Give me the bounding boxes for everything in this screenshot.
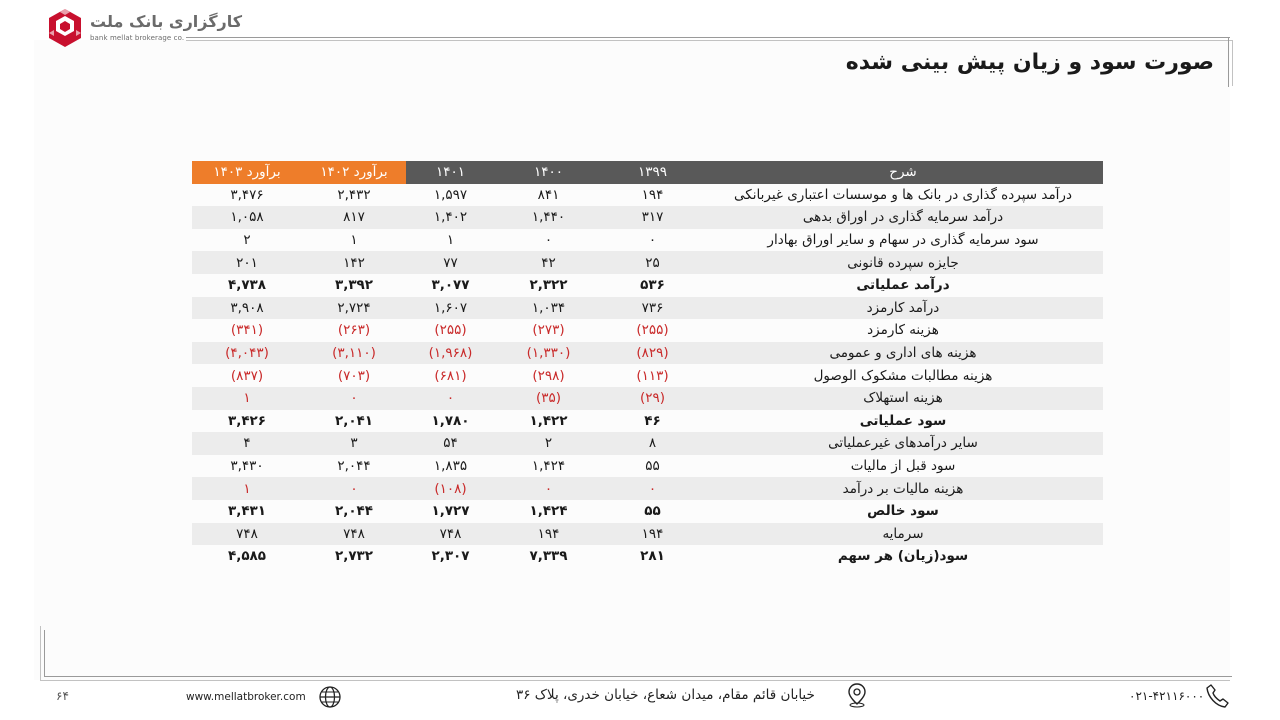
row-value: ۱ [350,232,358,249]
table-row [192,206,1103,229]
table-body [192,184,1103,568]
table-row [192,319,1103,342]
row-label: درآمد عملیاتی [856,277,950,294]
row-label: سود خالص [867,503,939,520]
row-value: ۰ [648,232,657,249]
row-label: سود قبل از مالیات [850,458,956,475]
row-value: ۱,۴۲۲ [529,412,568,429]
header-rule-secondary [186,40,1232,41]
row-value: ۵۳۶ [640,277,665,294]
footer-rule-vertical [44,630,45,677]
row-value: ۷۷ [406,251,495,274]
table-row [192,229,1103,252]
mellat-logo-icon [46,8,84,48]
row-value: (۱,۹۶۸) [406,342,495,365]
row-value: (۴,۰۴۳) [192,342,302,365]
table-row [192,523,1103,546]
row-value: ۵۵ [645,458,660,475]
row-value: ۲,۳۰۷ [431,548,470,565]
row-value: ۳ [302,432,406,455]
header-year-1400: ۱۴۰۰ [495,161,602,184]
table-row [192,500,1103,523]
row-value: ۰ [495,477,602,500]
row-value: ۴۶ [644,412,661,429]
row-value: (۲۹) [602,387,703,410]
row-label: هزینه استهلاک [703,387,1103,410]
row-value: (۸۳۷) [230,367,264,384]
brand-name-fa: کارگزاری بانک ملت [90,12,243,31]
row-value: ۱,۴۴۰ [495,206,602,229]
row-value: ۱ [446,232,455,249]
header-estimate-1402: برآورد ۱۴۰۲ [302,161,406,184]
table-row [192,410,1103,433]
row-value: ۴۲ [495,251,602,274]
row-value: ۳,۴۷۶ [230,186,264,203]
header-rule-vertical [1228,37,1229,87]
row-value: ۲ [495,432,602,455]
row-value: (۶۸۱) [434,367,467,384]
row-label: سود سرمایه گذاری در سهام و سایر اوراق بهادار [767,232,1039,249]
row-value: (۲۶۳) [337,322,371,339]
row-value: ۱ [192,387,302,410]
row-value: ۲,۳۲۲ [529,277,568,294]
row-value: ۲۵ [602,251,703,274]
row-value: ۴,۵۸۵ [227,548,267,565]
address-text: خیابان قائم مقام، میدان شعاع، خیابان خدری، پلاک ۳۶ [516,687,815,703]
table-row [192,184,1103,207]
row-value: ۱,۵۹۷ [433,186,468,203]
row-value: ۱۹۴ [602,523,703,546]
row-value: ۲,۰۴۴ [334,503,374,520]
row-value: ۲,۰۴۴ [337,458,371,475]
row-value: ۲ [243,232,251,249]
row-value: ۸ [602,432,703,455]
header-description: شرح [703,161,1103,184]
row-value: ۱,۰۳۴ [495,297,602,320]
footer-rule [44,676,1232,677]
row-value: (۲۷۳) [532,322,565,339]
row-value: (۳۴۱) [230,322,264,339]
table-row [192,297,1103,320]
row-value: ۳,۴۳۱ [227,503,267,520]
row-value: (۱,۳۳۰) [495,342,602,365]
row-value: ۲۸۱ [640,548,665,565]
row-value: ۳,۰۷۷ [431,277,470,294]
row-value: ۴ [192,432,302,455]
globe-icon[interactable] [318,685,342,709]
row-label: درآمد کارمزد [703,297,1103,320]
row-value: ۷۳۶ [602,297,703,320]
location-pin-icon [846,682,868,708]
row-value: ۱۴۲ [302,251,406,274]
row-value: ۱۹۴ [641,186,664,203]
table-header-row [192,161,1103,184]
row-value: ۱,۴۲۴ [531,458,566,475]
table-row [192,274,1103,297]
row-value: ۱,۴۲۴ [529,503,568,520]
row-value: ۱,۰۵۸ [192,206,302,229]
row-value: ۲,۷۲۴ [302,297,406,320]
row-value: ۳,۳۹۲ [334,277,374,294]
row-value: (۳۵) [495,387,602,410]
row-value: ۱,۷۲۷ [431,503,470,520]
table-row [192,455,1103,478]
row-label: سود عملیاتی [859,412,947,429]
row-value: ۷۴۸ [406,523,495,546]
header-year-1401: ۱۴۰۱ [406,161,495,184]
footer-rule-vertical-secondary [40,626,41,680]
row-value: (۸۲۹) [602,342,703,365]
row-value: ۳۱۷ [602,206,703,229]
table-row [192,342,1103,365]
row-value: ۲,۰۴۱ [334,412,374,429]
table-row [192,477,1103,500]
row-value: ۳,۴۲۶ [227,412,267,429]
row-value: (۳,۱۱۰) [302,342,406,365]
header-rule [186,37,1230,38]
row-value: ۰ [302,477,406,500]
row-value: ۸۴۱ [537,186,560,203]
row-value: (۲۵۵) [434,322,467,339]
row-label: جایزه سپرده قانونی [703,251,1103,274]
row-value: ۷۴۸ [302,523,406,546]
page-title: صورت سود و زیان پیش بینی شده [845,50,1214,75]
row-value: ۰ [602,477,703,500]
row-value: ۲,۷۳۲ [334,548,374,565]
row-label: هزینه های اداری و عمومی [703,342,1103,365]
brand-name-en: bank mellat brokerage co. [90,34,185,42]
row-label: درآمد سپرده گذاری در بانک ها و موسسات اعتباری غیربانکی [734,186,1072,203]
table-row [192,545,1103,568]
row-label: سایر درآمدهای غیرعملیاتی [703,432,1103,455]
table-row [192,251,1103,274]
row-value: ۰ [544,232,553,249]
phone-icon [1204,682,1230,710]
row-value: ۴,۷۳۸ [227,277,267,294]
row-value: ۷,۳۳۹ [529,548,568,565]
row-value: ۰ [302,387,406,410]
table-row [192,387,1103,410]
header-rule-vertical-secondary [1232,40,1233,86]
row-value: ۸۱۷ [302,206,406,229]
row-value: ۱,۷۸۰ [431,412,470,429]
row-value: ۷۴۸ [192,523,302,546]
row-value: (۱۱۳) [636,367,669,384]
row-value: ۱ [192,477,302,500]
row-value: (۲۹۸) [532,367,565,384]
header-year-1399: ۱۳۹۹ [602,161,703,184]
row-value: (۷۰۳) [337,367,371,384]
row-value: ۰ [406,387,495,410]
row-value: ۳,۹۰۸ [192,297,302,320]
table-row [192,364,1103,387]
row-label: هزینه کارمزد [867,322,939,339]
brand-logo [46,8,243,48]
header-estimate-1403: برآورد ۱۴۰۳ [192,161,302,184]
phone-number[interactable]: ۰۲۱-۴۲۱۱۶۰۰۰ [1129,689,1205,703]
table-row [192,432,1103,455]
row-value: (۱۰۸) [406,477,495,500]
row-value: ۱۹۴ [495,523,602,546]
row-value: ۲۰۱ [192,251,302,274]
row-value: ۱,۴۰۲ [406,206,495,229]
row-label: هزینه مالیات بر درآمد [703,477,1103,500]
website-link[interactable]: www.mellatbroker.com [186,691,306,703]
row-value: ۵۵ [644,503,661,520]
footer-rule-secondary [40,680,1230,681]
row-value: ۲,۴۳۲ [337,186,371,203]
row-label: درآمد سرمایه گذاری در اوراق بدهی [703,206,1103,229]
row-value: ۳,۴۳۰ [230,458,264,475]
income-statement-table [192,161,1103,568]
row-value: ۵۴ [406,432,495,455]
row-value: ۱,۸۳۵ [433,458,468,475]
row-label: هزینه مطالبات مشکوک الوصول [813,367,993,384]
row-label: سرمایه [703,523,1103,546]
row-label: سود(زیان) هر سهم [837,548,969,565]
row-value: (۲۵۵) [636,322,669,339]
row-value: ۱,۶۰۷ [406,297,495,320]
page-number: ۶۴ [56,689,69,703]
